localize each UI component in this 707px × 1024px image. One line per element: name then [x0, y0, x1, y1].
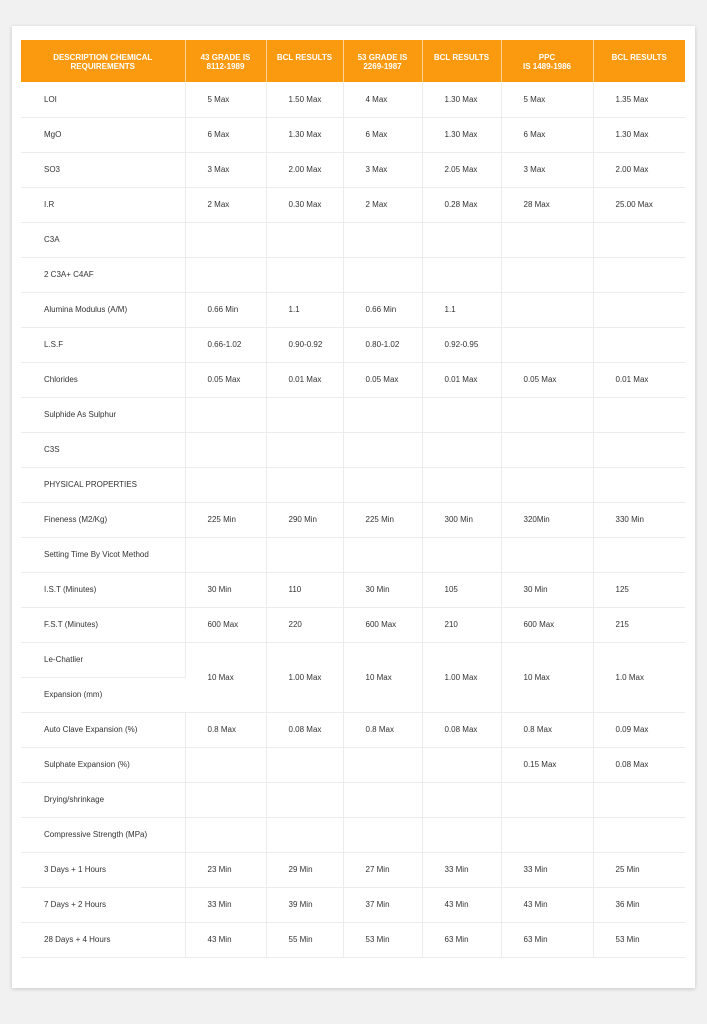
table-cell — [501, 467, 593, 502]
table-row — [21, 852, 685, 887]
table-cell: 600 Max — [185, 607, 266, 642]
table-cell: 10 Max — [501, 642, 593, 712]
table-row — [21, 537, 685, 572]
row-label: MgO — [21, 117, 185, 152]
table-cell: 1.30 Max — [422, 117, 501, 152]
table-cell — [593, 537, 685, 572]
table-cell: 330 Min — [593, 502, 685, 537]
table-cell: 300 Min — [422, 502, 501, 537]
table-cell: 110 — [266, 572, 343, 607]
table-cell — [266, 257, 343, 292]
table-cell: 1.50 Max — [266, 82, 343, 117]
column-header: BCL RESULTS — [266, 40, 343, 82]
table-cell: 33 Min — [422, 852, 501, 887]
table-cell — [266, 817, 343, 852]
table-row — [21, 362, 685, 397]
table-cell: 215 — [593, 607, 685, 642]
table-cell: 0.66 Min — [343, 292, 422, 327]
table-cell: 1.00 Max — [266, 642, 343, 712]
table-row — [21, 502, 685, 537]
table-cell: 23 Min — [185, 852, 266, 887]
row-label: I.S.T (Minutes) — [21, 572, 185, 607]
table-row — [21, 817, 685, 852]
table-cell: 1.35 Max — [593, 82, 685, 117]
table-cell: 0.01 Max — [266, 362, 343, 397]
row-label: Drying/shrinkage — [21, 782, 185, 817]
table-cell: 30 Min — [185, 572, 266, 607]
table-cell — [266, 747, 343, 782]
table-cell: 43 Min — [185, 922, 266, 957]
table-cell: 0.08 Max — [422, 712, 501, 747]
table-cell — [593, 432, 685, 467]
row-label: Sulphate Expansion (%) — [21, 747, 185, 782]
table-cell: 1.30 Max — [266, 117, 343, 152]
table-cell: 1.1 — [422, 292, 501, 327]
table-cell: 225 Min — [343, 502, 422, 537]
table-cell — [422, 257, 501, 292]
table-cell — [501, 817, 593, 852]
row-label: 28 Days + 4 Hours — [21, 922, 185, 957]
table-cell: 5 Max — [185, 82, 266, 117]
table-row — [21, 712, 685, 747]
table-cell: 0.09 Max — [593, 712, 685, 747]
table-cell: 33 Min — [185, 887, 266, 922]
table-row — [21, 607, 685, 642]
table-cell: 3 Max — [185, 152, 266, 187]
row-label: Alumina Modulus (A/M) — [21, 292, 185, 327]
table-cell: 0.30 Max — [266, 187, 343, 222]
table-cell — [343, 782, 422, 817]
table-cell: 220 — [266, 607, 343, 642]
table-row — [21, 292, 685, 327]
table-row — [21, 782, 685, 817]
table-cell — [501, 257, 593, 292]
row-label: 3 Days + 1 Hours — [21, 852, 185, 887]
table-cell: 0.66 Min — [185, 292, 266, 327]
table-row — [21, 82, 685, 117]
table-cell: 2.00 Max — [593, 152, 685, 187]
table-cell: 0.15 Max — [501, 747, 593, 782]
table-cell: 0.01 Max — [422, 362, 501, 397]
row-label: PHYSICAL PROPERTIES — [21, 467, 185, 502]
table-cell: 125 — [593, 572, 685, 607]
row-label: Compressive Strength (MPa) — [21, 817, 185, 852]
table-cell — [266, 222, 343, 257]
table-row — [21, 187, 685, 222]
table-cell: 0.80-1.02 — [343, 327, 422, 362]
table-cell — [501, 397, 593, 432]
table-cell: 2.05 Max — [422, 152, 501, 187]
table-cell: 225 Min — [185, 502, 266, 537]
table-cell: 0.08 Max — [593, 747, 685, 782]
table-cell: 27 Min — [343, 852, 422, 887]
table-cell: 53 Min — [593, 922, 685, 957]
table-header — [21, 40, 685, 82]
table-cell — [422, 817, 501, 852]
table-cell — [422, 537, 501, 572]
row-label: I.R — [21, 187, 185, 222]
row-label: Le-Chatlier — [21, 642, 185, 677]
table-cell: 53 Min — [343, 922, 422, 957]
table-cell: 0.8 Max — [343, 712, 422, 747]
row-label: Setting Time By Vicot Method — [21, 537, 185, 572]
table-cell: 28 Max — [501, 187, 593, 222]
table-cell — [185, 432, 266, 467]
table-cell: 37 Min — [343, 887, 422, 922]
table-cell — [593, 222, 685, 257]
table-cell: 0.05 Max — [501, 362, 593, 397]
table-cell: 1.00 Max — [422, 642, 501, 712]
table-cell — [501, 222, 593, 257]
table-cell: 33 Min — [501, 852, 593, 887]
table-cell — [343, 817, 422, 852]
table-cell: 0.28 Max — [422, 187, 501, 222]
table-cell: 30 Min — [343, 572, 422, 607]
table-cell — [266, 432, 343, 467]
table-cell — [266, 397, 343, 432]
table-cell: 0.8 Max — [185, 712, 266, 747]
table-cell: 0.8 Max — [501, 712, 593, 747]
table-cell: 63 Min — [422, 922, 501, 957]
table-cell: 1.0 Max — [593, 642, 685, 712]
column-header: DESCRIPTION CHEMICAL REQUIREMENTS — [21, 40, 185, 82]
table-cell — [593, 467, 685, 502]
table-cell — [593, 397, 685, 432]
table-cell — [593, 292, 685, 327]
table-cell: 4 Max — [343, 82, 422, 117]
table-cell — [422, 782, 501, 817]
table-cell — [185, 537, 266, 572]
table-cell — [422, 432, 501, 467]
table-cell — [343, 537, 422, 572]
row-label: Sulphide As Sulphur — [21, 397, 185, 432]
table-cell: 1.30 Max — [593, 117, 685, 152]
table-cell — [422, 222, 501, 257]
row-label: Expansion (mm) — [21, 677, 185, 712]
table-cell — [266, 782, 343, 817]
table-row — [21, 327, 685, 362]
table-cell — [501, 432, 593, 467]
table-row — [21, 222, 685, 257]
table-cell: 2.00 Max — [266, 152, 343, 187]
table-cell — [593, 817, 685, 852]
row-label: C3A — [21, 222, 185, 257]
table-cell: 0.66-1.02 — [185, 327, 266, 362]
table-cell: 0.08 Max — [266, 712, 343, 747]
table-cell: 600 Max — [343, 607, 422, 642]
table-cell: 210 — [422, 607, 501, 642]
table-cell: 320Min — [501, 502, 593, 537]
table-cell: 2 Max — [343, 187, 422, 222]
row-label: SO3 — [21, 152, 185, 187]
row-label: 7 Days + 2 Hours — [21, 887, 185, 922]
table-row — [21, 397, 685, 432]
cement-specification-table — [21, 40, 685, 958]
row-label: 2 C3A+ C4AF — [21, 257, 185, 292]
column-header: BCL RESULTS — [593, 40, 685, 82]
table-cell — [343, 432, 422, 467]
table-row — [21, 922, 685, 957]
content-card — [12, 26, 695, 988]
table-cell: 600 Max — [501, 607, 593, 642]
table-row — [21, 117, 685, 152]
table-cell — [266, 467, 343, 502]
table-cell: 3 Max — [501, 152, 593, 187]
table-cell — [593, 327, 685, 362]
table-cell — [266, 537, 343, 572]
table-cell: 10 Max — [343, 642, 422, 712]
table-row — [21, 572, 685, 607]
table-cell — [185, 747, 266, 782]
table-cell: 105 — [422, 572, 501, 607]
table-cell: 30 Min — [501, 572, 593, 607]
table-cell — [185, 467, 266, 502]
table-cell — [422, 397, 501, 432]
table-cell: 6 Max — [343, 117, 422, 152]
table-cell — [343, 222, 422, 257]
table-cell: 1.30 Max — [422, 82, 501, 117]
table-cell — [185, 782, 266, 817]
table-cell: 6 Max — [185, 117, 266, 152]
table-cell — [343, 397, 422, 432]
table-cell: 25 Min — [593, 852, 685, 887]
table-cell — [343, 257, 422, 292]
table-cell: 55 Min — [266, 922, 343, 957]
table-cell: 1.1 — [266, 292, 343, 327]
table-row — [21, 642, 685, 677]
table-cell: 63 Min — [501, 922, 593, 957]
table-cell — [501, 327, 593, 362]
table-cell — [185, 397, 266, 432]
row-label: LOI — [21, 82, 185, 117]
table-cell — [185, 257, 266, 292]
table-cell — [593, 257, 685, 292]
table-cell: 36 Min — [593, 887, 685, 922]
row-label: Fineness (M2/Kg) — [21, 502, 185, 537]
table-row — [21, 257, 685, 292]
column-header: PPC IS 1489-1986 — [501, 40, 593, 82]
table-cell: 0.90-0.92 — [266, 327, 343, 362]
table-cell: 0.05 Max — [185, 362, 266, 397]
table-row — [21, 887, 685, 922]
table-cell: 6 Max — [501, 117, 593, 152]
column-header: 53 GRADE IS 2269-1987 — [343, 40, 422, 82]
table-cell — [343, 467, 422, 502]
table-cell — [185, 222, 266, 257]
row-label: C3S — [21, 432, 185, 467]
row-label: L.S.F — [21, 327, 185, 362]
table-cell: 29 Min — [266, 852, 343, 887]
table-cell — [185, 817, 266, 852]
table-cell: 0.01 Max — [593, 362, 685, 397]
table-cell — [422, 747, 501, 782]
table-cell — [343, 747, 422, 782]
table-cell: 290 Min — [266, 502, 343, 537]
row-label: Chlorides — [21, 362, 185, 397]
table-row — [21, 467, 685, 502]
column-header: 43 GRADE IS 8112-1989 — [185, 40, 266, 82]
table-cell: 43 Min — [422, 887, 501, 922]
table-cell: 5 Max — [501, 82, 593, 117]
table-cell — [501, 537, 593, 572]
table-cell: 43 Min — [501, 887, 593, 922]
table-cell: 2 Max — [185, 187, 266, 222]
table-body — [21, 82, 685, 957]
table-cell — [593, 782, 685, 817]
table-cell: 39 Min — [266, 887, 343, 922]
table-row — [21, 152, 685, 187]
row-label: F.S.T (Minutes) — [21, 607, 185, 642]
table-cell: 25.00 Max — [593, 187, 685, 222]
table-cell: 0.92-0.95 — [422, 327, 501, 362]
table-row — [21, 747, 685, 782]
table-row — [21, 432, 685, 467]
row-label: Auto Clave Expansion (%) — [21, 712, 185, 747]
table-cell — [501, 782, 593, 817]
table-cell: 0.05 Max — [343, 362, 422, 397]
table-cell — [501, 292, 593, 327]
column-header: BCL RESULTS — [422, 40, 501, 82]
table-cell: 10 Max — [185, 642, 266, 712]
table-cell — [422, 467, 501, 502]
table-cell: 3 Max — [343, 152, 422, 187]
